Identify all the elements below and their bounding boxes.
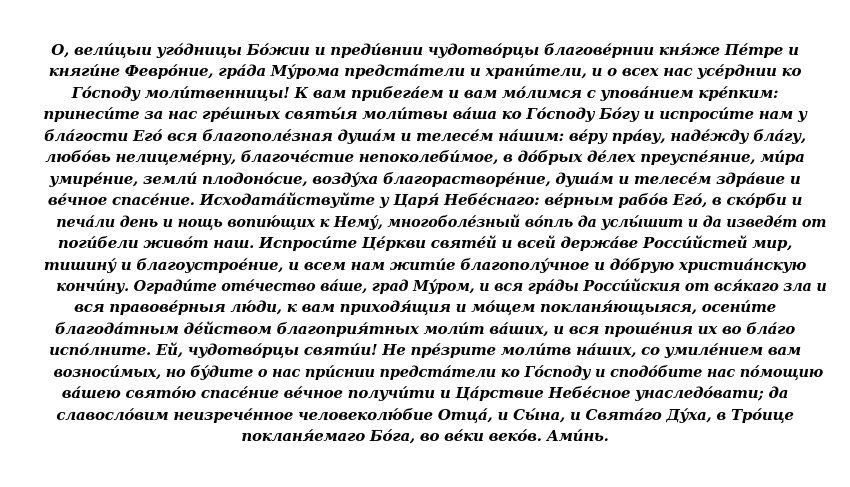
text-line: покланя́емаго Бо́га, во ве́ки веко́в. Ами́нь. (241, 427, 609, 446)
text-line: любо́вь нелицеме́рну, благоче́стие непоколеби́мое, в до́брых де́лех преуспе́яние, ми́ра (45, 148, 805, 167)
text-line: печа́ли день и нощь вопию́щих к Нему́, многоболе́зный во́пль да услы́шит и да изведе́т от (56, 212, 827, 231)
text-line: княги́не Февро́ние, гра́да Му́рома предста́тели и храни́тели, и о всех нас усе́рднии ко (48, 62, 802, 81)
text-line: поги́бели живо́т наш. Испроси́те Це́ркви святе́й и всей держа́ве Росси́йстей мир, (57, 234, 793, 253)
text-line: вся правове́рныя лю́ди, к вам приходя́щия и мо́щем покланя́ющыяся, осени́те (74, 298, 776, 317)
text-line: умире́ние, земли́ плодоно́сие, возду́ха благорастворе́ние, душа́м и телесе́м здра́вие и (49, 169, 801, 188)
text-line: О, вели́цыи уго́дницы Бо́жии и преди́внии чудотво́рцы благове́рнии кня́же Пе́тре и (51, 41, 799, 59)
text-line: возноси́мых, но бу́дите о нас при́снии предста́тели ко Го́споду и сподо́бите нас по́мощию (53, 362, 824, 381)
text-line: славосло́вим неизрече́нное человеколю́бие Отца́, и Сы́на, и Свята́го Ду́ха, в Тро́ице (56, 405, 794, 424)
text-line: испо́лните. Ей, чудотво́рцы святи́и! Не пре́зрите моли́тв на́ших, со умиле́нием вам (49, 341, 801, 360)
text-line: принеси́те за нас гре́шных святы́я моли́твы ва́ша ко Го́споду Бо́гу и испроси́те нам у (43, 105, 807, 124)
text-line: ва́шею свято́ю спасе́ние ве́чное получи́ти и Ца́рствие Небе́сное унаследо́вати; да (61, 384, 789, 403)
text-line: Го́споду моли́твенницы! К вам прибега́ем и вам мо́лимся с упова́нием кре́пким: (71, 83, 779, 102)
text-line: тишину́ и благоустрое́ние, и всем нам жити́е благополу́чное и до́брую христиа́нскую (43, 255, 807, 274)
text-line: кончи́ну. Огради́те оте́чество ва́ше, град Му́ром, и вся гра́ды Росси́йския от вся́каго зла и (56, 276, 827, 295)
text-line: ве́чное спасе́ние. Исходата́йствуйте у Царя́ Небе́снаго: ве́рным рабо́в Его́, в ско́рби и (47, 191, 803, 210)
text-line: бла́гости Его́ вся благополе́зная душа́м и телесе́м на́шим: ве́ру пра́ву, наде́жду бла́гу, (44, 126, 806, 145)
text-line: благода́тным де́йством благоприя́тных моли́т ва́ших, и вся проше́ния их во бла́го (54, 319, 796, 338)
prayer-text (40, 40, 827, 448)
